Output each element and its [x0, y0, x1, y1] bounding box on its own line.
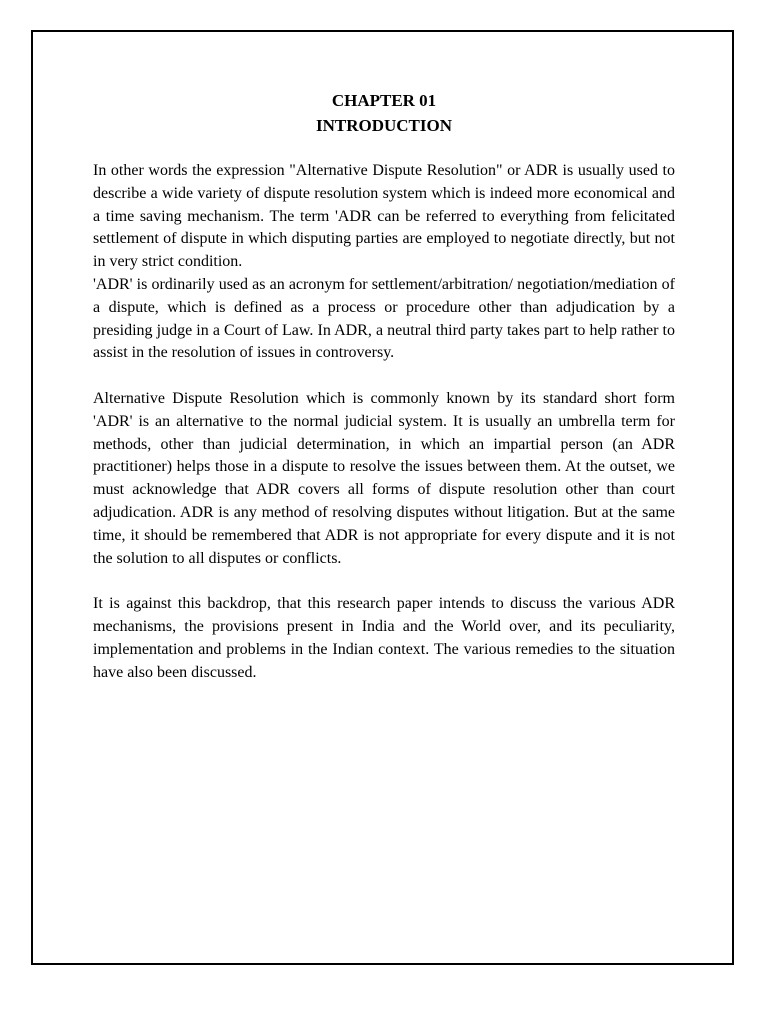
chapter-label: CHAPTER 01 [331, 91, 437, 110]
paragraph-3: Alternative Dispute Resolution which is commonly known by its standard short form 'ADR' is an alternative to the normal judicial system. It is usually an umbrella term for methods, other than judicial determination, in which an impartial person (an ADR practitioner) helps those in a dispute to resolve the issues between them. At the outset, we must acknowledge that ADR covers all forms of dispute resolution other than court adjudication. ADR is any method of resolving disputes without litigation. But at the same time, it should be remembered that ADR is not appropriate for every dispute and it is not the solution to all disputes or conflicts. [93, 389, 675, 567]
paragraph-spacer [93, 570, 675, 593]
heading-spacer [93, 138, 675, 160]
paragraph-4: It is against this backdrop, that this research paper intends to discuss the various ADR mechanisms, the provisions present in India and the World over, and its peculiarity, implementation and problems in the Indian context. The various remedies to the situation have also been discussed. [93, 595, 675, 681]
paragraph-2: 'ADR' is ordinarily used as an acronym for settlement/arbitration/ negotiation/mediation of a dispute, which is defined as a process or procedure other than adjudication by a presiding judge in a Court of Law. In ADR, a neutral third party takes part to help rather to assist in the resolution of issues in controversy. [93, 275, 675, 362]
page-content [93, 88, 675, 684]
chapter-title: INTRODUCTION [315, 116, 453, 135]
paragraph-1: In other words the expression "Alternative Dispute Resolution" or ADR is usually used to describe a wide variety of dispute resolution system which is indeed more economical and a time saving mechanism. The term 'ADR can be referred to everything from felicitated settlement of dispute in which disputing parties are employed to negotiate directly, but not in very strict condition. [93, 162, 675, 271]
paragraph-spacer [93, 365, 675, 388]
